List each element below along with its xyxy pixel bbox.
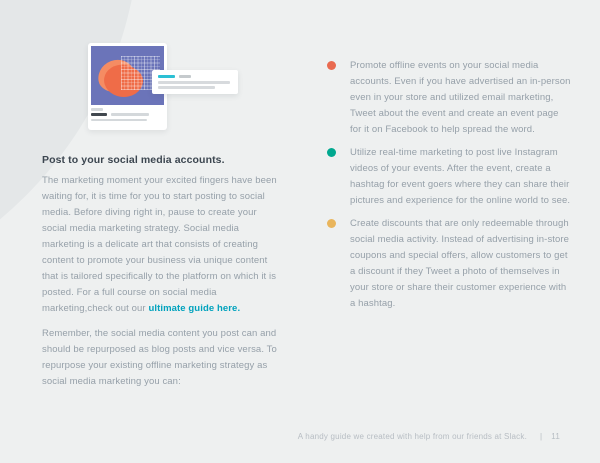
bullet-text: Create discounts that are only redeemable through social media activity. Instead of advertising in-store coupons and special offers, allow customers to get a discount if they Tweet a photo of themselves in your store or share their customer experience with a hashtag. [350,218,570,309]
bullet-text: Utilize real-time marketing to post live Instagram videos of your events. After the event, create a hashtag for event goers where they can share their pictures and experience for the online world to see. [350,147,571,206]
section-heading: Post to your social media accounts. [42,154,225,166]
footer-separator: | [540,432,543,441]
bullet-dot-icon [327,148,336,157]
list-item [327,145,572,209]
intro-paragraph-text: The marketing moment your excited fingers have been waiting for, it is time for you to start posting to social media. Before diving right in, pause to create your social media marketing strategy. Social media marketing is a delicate art that consists of creating content to promote your business via unique content that is tailored specifically to the platform on which it is posted. For a full course on social media marketing,check out our [42,175,277,314]
left-column [42,153,280,399]
list-item [327,58,572,138]
repurpose-paragraph: Remember, the social media content you post can and should be repurposed as blog posts and vice versa. To repurpose your existing offline marketing strategy as social media marketing you can: [42,328,277,387]
comment-card [152,70,238,94]
bullet-text: Promote offline events on your social media accounts. Even if you have advertised an in-person even in your store and utilized email marketing, Tweet about the event and create an event page for it on Facebook to help spread the word. [350,60,571,135]
footer-note: A handy guide we created with help from our friends at Slack. [297,432,527,441]
ultimate-guide-link[interactable]: ultimate guide here. [148,303,241,314]
comment-username-placeholder [158,75,175,78]
caption-placeholder [91,108,103,111]
bullet-dot-icon [327,219,336,228]
bullet-list [327,58,572,319]
page-number: 11 [551,432,560,441]
comment-text-placeholder [158,86,215,89]
comment-meta-placeholder [179,75,191,78]
list-item [327,216,572,312]
text-placeholder [111,113,149,116]
username-placeholder [91,113,107,116]
social-post-illustration [0,0,300,150]
intro-paragraph [42,173,280,317]
text-placeholder [91,119,147,122]
page-footer [298,432,560,441]
comment-text-placeholder [158,81,230,84]
bullet-dot-icon [327,61,336,70]
